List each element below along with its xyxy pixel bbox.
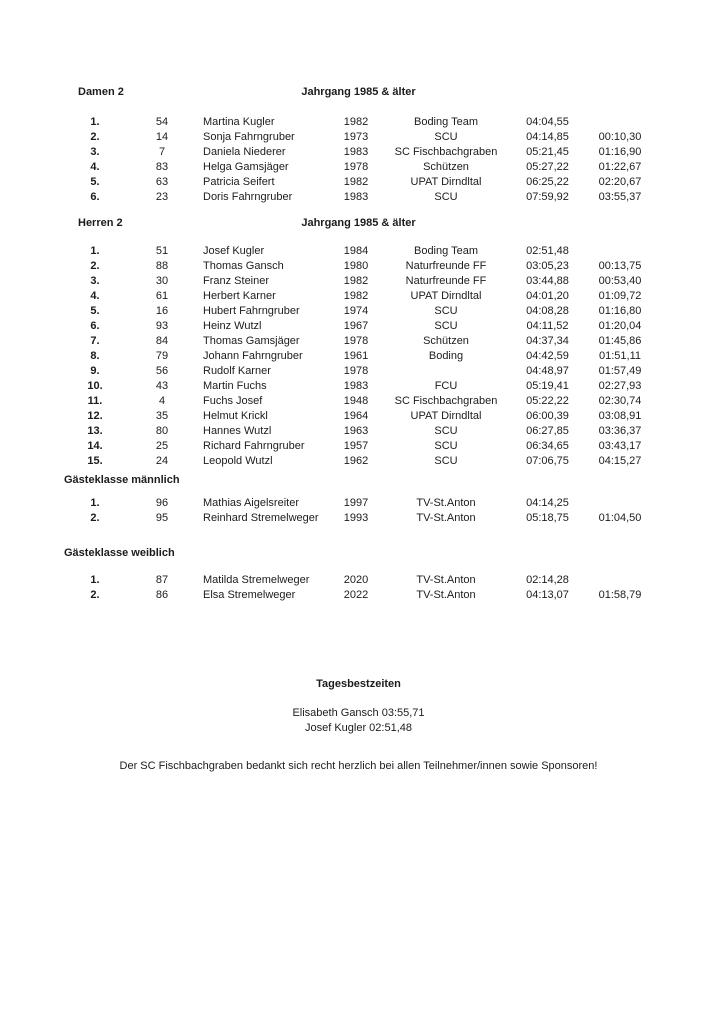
- result-section: [62, 85, 655, 205]
- bib-cell: 88: [155, 260, 169, 272]
- year-cell: 1962: [343, 455, 369, 467]
- bib-cell: 4: [158, 395, 166, 407]
- rank-cell: 2.: [90, 589, 100, 601]
- rank-cell: 10.: [87, 380, 103, 392]
- time-cell: 06:00,39: [526, 410, 569, 422]
- section-jahrgang-label: Jahrgang 1985 & älter: [301, 86, 416, 98]
- club-cell: SCU: [434, 425, 458, 437]
- time-cell: 04:37,34: [526, 335, 569, 347]
- bib-cell: 43: [155, 380, 169, 392]
- name-cell: Helmut Krickl: [203, 410, 268, 422]
- bib-cell: 80: [155, 425, 169, 437]
- bib-cell: 7: [158, 146, 166, 158]
- club-cell: Schützen: [423, 335, 469, 347]
- table-row: [62, 130, 655, 145]
- bib-cell: 23: [155, 191, 169, 203]
- diff-cell: 01:57,49: [598, 365, 642, 377]
- year-cell: 1964: [343, 410, 369, 422]
- year-cell: 1957: [343, 440, 369, 452]
- rank-cell: 1.: [90, 116, 100, 128]
- year-cell: 1997: [343, 497, 369, 509]
- time-cell: 05:27,22: [526, 161, 569, 173]
- name-cell: Patricia Seifert: [203, 176, 275, 188]
- table-row: [62, 304, 655, 319]
- club-cell: SCU: [434, 455, 458, 467]
- section-header: [62, 85, 655, 100]
- time-cell: 04:08,28: [526, 305, 569, 317]
- rank-cell: 13.: [87, 425, 103, 437]
- year-cell: 1973: [343, 131, 369, 143]
- table-row: [62, 175, 655, 190]
- diff-cell: 01:16,80: [598, 305, 642, 317]
- bib-cell: 14: [155, 131, 169, 143]
- name-cell: Richard Fahrngruber: [203, 440, 305, 452]
- rank-cell: 2.: [90, 260, 100, 272]
- result-section: [62, 473, 655, 526]
- name-cell: Fuchs Josef: [203, 395, 263, 407]
- name-cell: Elsa Stremelweger: [203, 589, 296, 601]
- name-cell: Matilda Stremelweger: [203, 574, 310, 586]
- time-cell: 04:04,55: [526, 116, 569, 128]
- rank-cell: 5.: [90, 176, 100, 188]
- club-cell: [382, 364, 510, 379]
- table-row: [62, 588, 655, 603]
- year-cell: 1982: [343, 275, 369, 287]
- year-cell: 1948: [343, 395, 369, 407]
- time-cell: 05:22,22: [526, 395, 569, 407]
- rank-cell: 2.: [90, 512, 100, 524]
- name-cell: Mathias Aigelsreiter: [203, 497, 299, 509]
- rank-cell: 3.: [90, 146, 100, 158]
- bib-cell: 30: [155, 275, 169, 287]
- table-row: [62, 160, 655, 175]
- diff-cell: 00:53,40: [598, 275, 642, 287]
- section-jahrgang-label: Jahrgang 1985 & älter: [301, 217, 416, 229]
- bib-cell: 93: [155, 320, 169, 332]
- time-cell: 07:06,75: [526, 455, 569, 467]
- best-times-block: [62, 677, 655, 736]
- best-times-entries: [62, 706, 655, 736]
- name-cell: Johann Fahrngruber: [203, 350, 303, 362]
- year-cell: 1983: [343, 380, 369, 392]
- result-section: [62, 216, 655, 469]
- bib-cell: 84: [155, 335, 169, 347]
- name-cell: Doris Fahrngruber: [203, 191, 293, 203]
- table-row: [62, 573, 655, 588]
- club-cell: Boding Team: [413, 116, 478, 128]
- diff-cell: [585, 496, 655, 511]
- year-cell: 1993: [343, 512, 369, 524]
- diff-cell: 01:22,67: [598, 161, 642, 173]
- bib-cell: 25: [155, 440, 169, 452]
- rank-cell: 9.: [90, 365, 100, 377]
- bib-cell: 79: [155, 350, 169, 362]
- results-rows: [62, 115, 655, 205]
- time-cell: 03:44,88: [526, 275, 569, 287]
- section-header: [62, 216, 655, 231]
- table-row: [62, 115, 655, 130]
- table-row: [62, 454, 655, 469]
- club-cell: Schützen: [423, 161, 469, 173]
- name-cell: Martina Kugler: [203, 116, 275, 128]
- bib-cell: 83: [155, 161, 169, 173]
- name-cell: Hannes Wutzl: [203, 425, 272, 437]
- club-cell: TV-St.Anton: [416, 589, 476, 601]
- time-cell: 06:25,22: [526, 176, 569, 188]
- bib-cell: 35: [155, 410, 169, 422]
- time-cell: 06:27,85: [526, 425, 569, 437]
- name-cell: Josef Kugler: [203, 245, 265, 257]
- year-cell: 1974: [343, 305, 369, 317]
- year-cell: 1983: [343, 146, 369, 158]
- club-cell: Naturfreunde FF: [405, 260, 487, 272]
- time-cell: 04:11,52: [526, 320, 569, 332]
- name-cell: Reinhard Stremelweger: [203, 512, 319, 524]
- time-cell: 04:14,25: [526, 497, 569, 509]
- bib-cell: 96: [155, 497, 169, 509]
- table-row: [62, 379, 655, 394]
- table-row: [62, 409, 655, 424]
- diff-cell: 01:45,86: [598, 335, 642, 347]
- name-cell: Herbert Karner: [203, 290, 276, 302]
- rank-cell: 8.: [90, 350, 100, 362]
- bib-cell: 54: [155, 116, 169, 128]
- bib-cell: 56: [155, 365, 169, 377]
- table-row: [62, 274, 655, 289]
- name-cell: Heinz Wutzl: [203, 320, 262, 332]
- name-cell: Franz Steiner: [203, 275, 270, 287]
- best-entry: Josef Kugler 02:51,48: [304, 722, 413, 734]
- best-entry: Elisabeth Gansch 03:55,71: [292, 707, 425, 719]
- footer-thanks-text: Der SC Fischbachgraben bedankt sich recht herzlich bei allen Teilnehmer/innen sowie Sponsoren!: [119, 760, 598, 772]
- diff-cell: 02:27,93: [598, 380, 642, 392]
- name-cell: Thomas Gansch: [203, 260, 284, 272]
- diff-cell: 03:43,17: [598, 440, 642, 452]
- time-cell: 06:34,65: [526, 440, 569, 452]
- bib-cell: 95: [155, 512, 169, 524]
- bib-cell: 87: [155, 574, 169, 586]
- diff-cell: 00:10,30: [598, 131, 642, 143]
- table-row: [62, 259, 655, 274]
- diff-cell: 03:08,91: [598, 410, 642, 422]
- name-cell: Daniela Niederer: [203, 146, 286, 158]
- table-row: [62, 145, 655, 160]
- year-cell: 1978: [343, 335, 369, 347]
- rank-cell: 1.: [90, 574, 100, 586]
- club-cell: SC Fischbachgraben: [394, 395, 498, 407]
- diff-cell: 02:20,67: [598, 176, 642, 188]
- name-cell: Helga Gamsjäger: [203, 161, 289, 173]
- club-cell: Boding Team: [413, 245, 478, 257]
- time-cell: 04:48,97: [526, 365, 569, 377]
- table-row: [62, 244, 655, 259]
- name-cell: Hubert Fahrngruber: [203, 305, 300, 317]
- year-cell: 1982: [343, 116, 369, 128]
- time-cell: 04:13,07: [526, 589, 569, 601]
- club-cell: TV-St.Anton: [416, 512, 476, 524]
- year-cell: 1961: [343, 350, 369, 362]
- diff-cell: 01:16,90: [598, 146, 642, 158]
- time-cell: 03:05,23: [526, 260, 569, 272]
- rank-cell: 6.: [90, 191, 100, 203]
- diff-cell: 04:15,27: [598, 455, 642, 467]
- time-cell: 02:14,28: [526, 574, 569, 586]
- name-cell: Sonja Fahrngruber: [203, 131, 295, 143]
- time-cell: 05:21,45: [526, 146, 569, 158]
- bib-cell: 16: [155, 305, 169, 317]
- club-cell: SCU: [434, 440, 458, 452]
- table-row: [62, 319, 655, 334]
- club-cell: SC Fischbachgraben: [394, 146, 498, 158]
- rank-cell: 7.: [90, 335, 100, 347]
- time-cell: 07:59,92: [526, 191, 569, 203]
- time-cell: 05:19,41: [526, 380, 569, 392]
- results-rows: [62, 496, 655, 526]
- rank-cell: 4.: [90, 290, 100, 302]
- time-cell: 05:18,75: [526, 512, 569, 524]
- club-cell: UPAT Dirndltal: [410, 290, 482, 302]
- year-cell: 2022: [343, 589, 369, 601]
- section-heading: Gästeklasse weiblich: [64, 547, 175, 559]
- result-sections: [62, 85, 655, 603]
- page-content: [62, 0, 655, 774]
- year-cell: 1967: [343, 320, 369, 332]
- table-row: [62, 394, 655, 409]
- table-row: [62, 364, 655, 379]
- table-row: [62, 349, 655, 364]
- name-cell: Leopold Wutzl: [203, 455, 273, 467]
- year-cell: 1980: [343, 260, 369, 272]
- section-heading: Herren 2: [78, 217, 123, 229]
- time-cell: 02:51,48: [526, 245, 569, 257]
- club-cell: SCU: [434, 305, 458, 317]
- club-cell: SCU: [434, 191, 458, 203]
- table-row: [62, 424, 655, 439]
- year-cell: 1982: [343, 176, 369, 188]
- diff-cell: 01:20,04: [598, 320, 642, 332]
- club-cell: SCU: [434, 131, 458, 143]
- name-cell: Thomas Gamsjäger: [203, 335, 300, 347]
- results-rows: [62, 244, 655, 469]
- rank-cell: 12.: [87, 410, 103, 422]
- bib-cell: 63: [155, 176, 169, 188]
- result-section: [62, 546, 655, 603]
- table-row: [62, 334, 655, 349]
- rank-cell: 6.: [90, 320, 100, 332]
- name-cell: Martin Fuchs: [203, 380, 267, 392]
- table-row: [62, 439, 655, 454]
- year-cell: 1978: [343, 161, 369, 173]
- year-cell: 2020: [343, 574, 369, 586]
- best-times-title: Tagesbestzeiten: [316, 678, 401, 690]
- section-heading: Damen 2: [78, 86, 124, 98]
- section-header: [62, 546, 655, 561]
- club-cell: Boding: [428, 350, 464, 362]
- year-cell: 1978: [343, 365, 369, 377]
- rank-cell: 3.: [90, 275, 100, 287]
- club-cell: TV-St.Anton: [416, 574, 476, 586]
- diff-cell: [585, 115, 655, 130]
- table-row: [62, 289, 655, 304]
- club-cell: TV-St.Anton: [416, 497, 476, 509]
- table-row: [62, 496, 655, 511]
- time-cell: 04:42,59: [526, 350, 569, 362]
- club-cell: SCU: [434, 320, 458, 332]
- rank-cell: 2.: [90, 131, 100, 143]
- rank-cell: 5.: [90, 305, 100, 317]
- year-cell: 1982: [343, 290, 369, 302]
- rank-cell: 4.: [90, 161, 100, 173]
- diff-cell: 01:51,11: [598, 350, 641, 362]
- diff-cell: 00:13,75: [598, 260, 642, 272]
- year-cell: 1983: [343, 191, 369, 203]
- rank-cell: 1.: [90, 497, 100, 509]
- section-header: [62, 473, 655, 488]
- rank-cell: 15.: [87, 455, 103, 467]
- club-cell: FCU: [434, 380, 458, 392]
- bib-cell: 86: [155, 589, 169, 601]
- results-rows: [62, 573, 655, 603]
- rank-cell: 11.: [87, 395, 103, 407]
- diff-cell: 01:58,79: [598, 589, 642, 601]
- section-heading: Gästeklasse männlich: [64, 474, 180, 486]
- club-cell: UPAT Dirndltal: [410, 410, 482, 422]
- time-cell: 04:14,85: [526, 131, 569, 143]
- club-cell: UPAT Dirndltal: [410, 176, 482, 188]
- table-row: [62, 190, 655, 205]
- club-cell: Naturfreunde FF: [405, 275, 487, 287]
- diff-cell: 03:36,37: [598, 425, 642, 437]
- table-row: [62, 511, 655, 526]
- bib-cell: 24: [155, 455, 169, 467]
- diff-cell: [585, 244, 655, 259]
- diff-cell: 01:04,50: [598, 512, 642, 524]
- rank-cell: 14.: [87, 440, 103, 452]
- bib-cell: 51: [155, 245, 169, 257]
- rank-cell: 1.: [90, 245, 100, 257]
- diff-cell: [585, 573, 655, 588]
- bib-cell: 61: [155, 290, 169, 302]
- year-cell: 1984: [343, 245, 369, 257]
- diff-cell: 02:30,74: [598, 395, 642, 407]
- time-cell: 04:01,20: [526, 290, 569, 302]
- name-cell: Rudolf Karner: [203, 365, 271, 377]
- diff-cell: 01:09,72: [598, 290, 642, 302]
- year-cell: 1963: [343, 425, 369, 437]
- diff-cell: 03:55,37: [598, 191, 642, 203]
